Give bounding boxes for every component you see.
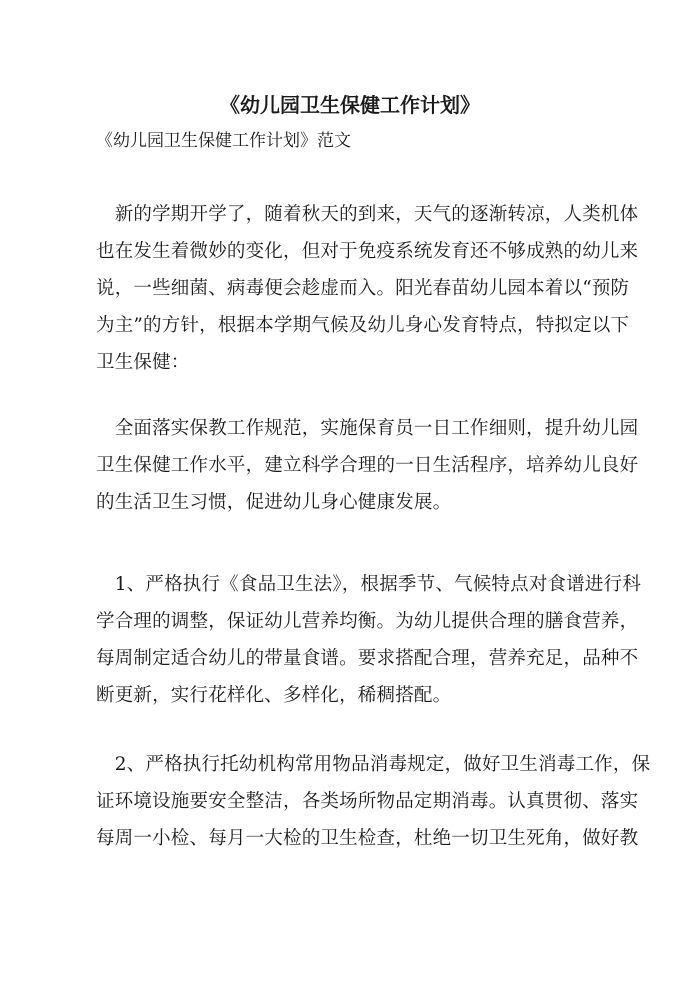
paragraph-line: 学合理的调整，保证幼儿营养均衡。为幼儿提供合理的膳食营养， [96,611,639,632]
paragraph-line: 2、严格执行托幼机构常用物品消毒规定，做好卫生消毒工作，保 [96,754,651,775]
document-title: 《幼儿园卫生保健工作计划》 [220,93,480,117]
paragraph-line: 说，一些细菌、病毒便会趁虚而入。阳光春苗幼儿园本着以“预防 [96,278,630,299]
paragraph-item-1 [96,566,642,714]
document-subtitle: 《幼儿园卫生保健工作计划》范文 [96,131,351,151]
paragraph-goals [96,410,639,521]
paragraph-line: 为主”的方针，根据本学期气候及幼儿身心发育特点，特拟定以下 [96,315,630,336]
paragraph-line: 新的学期开学了，随着秋天的到来，天气的逐渐转凉，人类机体 [96,204,639,225]
paragraph-line: 全面落实保教工作规范，实施保育员一日工作细则，提升幼儿园 [96,418,639,439]
paragraph-line: 每周一小检、每月一大检的卫生检查，杜绝一切卫生死角，做好教 [96,828,639,849]
paragraph-line: 1、严格执行《食品卫生法》，根据季节、气候特点对食谱进行科 [96,574,642,595]
paragraph-line: 断更新，实行花样化、多样化，稀稠搭配。 [96,685,452,706]
paragraph-line: 证环境设施要安全整洁，各类场所物品定期消毒。认真贯彻、落实 [96,791,639,812]
paragraph-line: 也在发生着微妙的变化，但对于免疫系统发育还不够成熟的幼儿来 [96,241,639,262]
paragraph-item-2 [96,746,651,857]
paragraph-line: 的生活卫生习惯，促进幼儿身心健康发展。 [96,492,452,513]
paragraph-line: 每周制定适合幼儿的带量食谱。要求搭配合理，营养充足，品种不 [96,648,639,669]
paragraph-line: 卫生保健工作水平，建立科学合理的一日生活程序，培养幼儿良好 [96,455,639,476]
paragraph-intro [96,196,639,381]
paragraph-line: 卫生保健： [96,352,190,373]
